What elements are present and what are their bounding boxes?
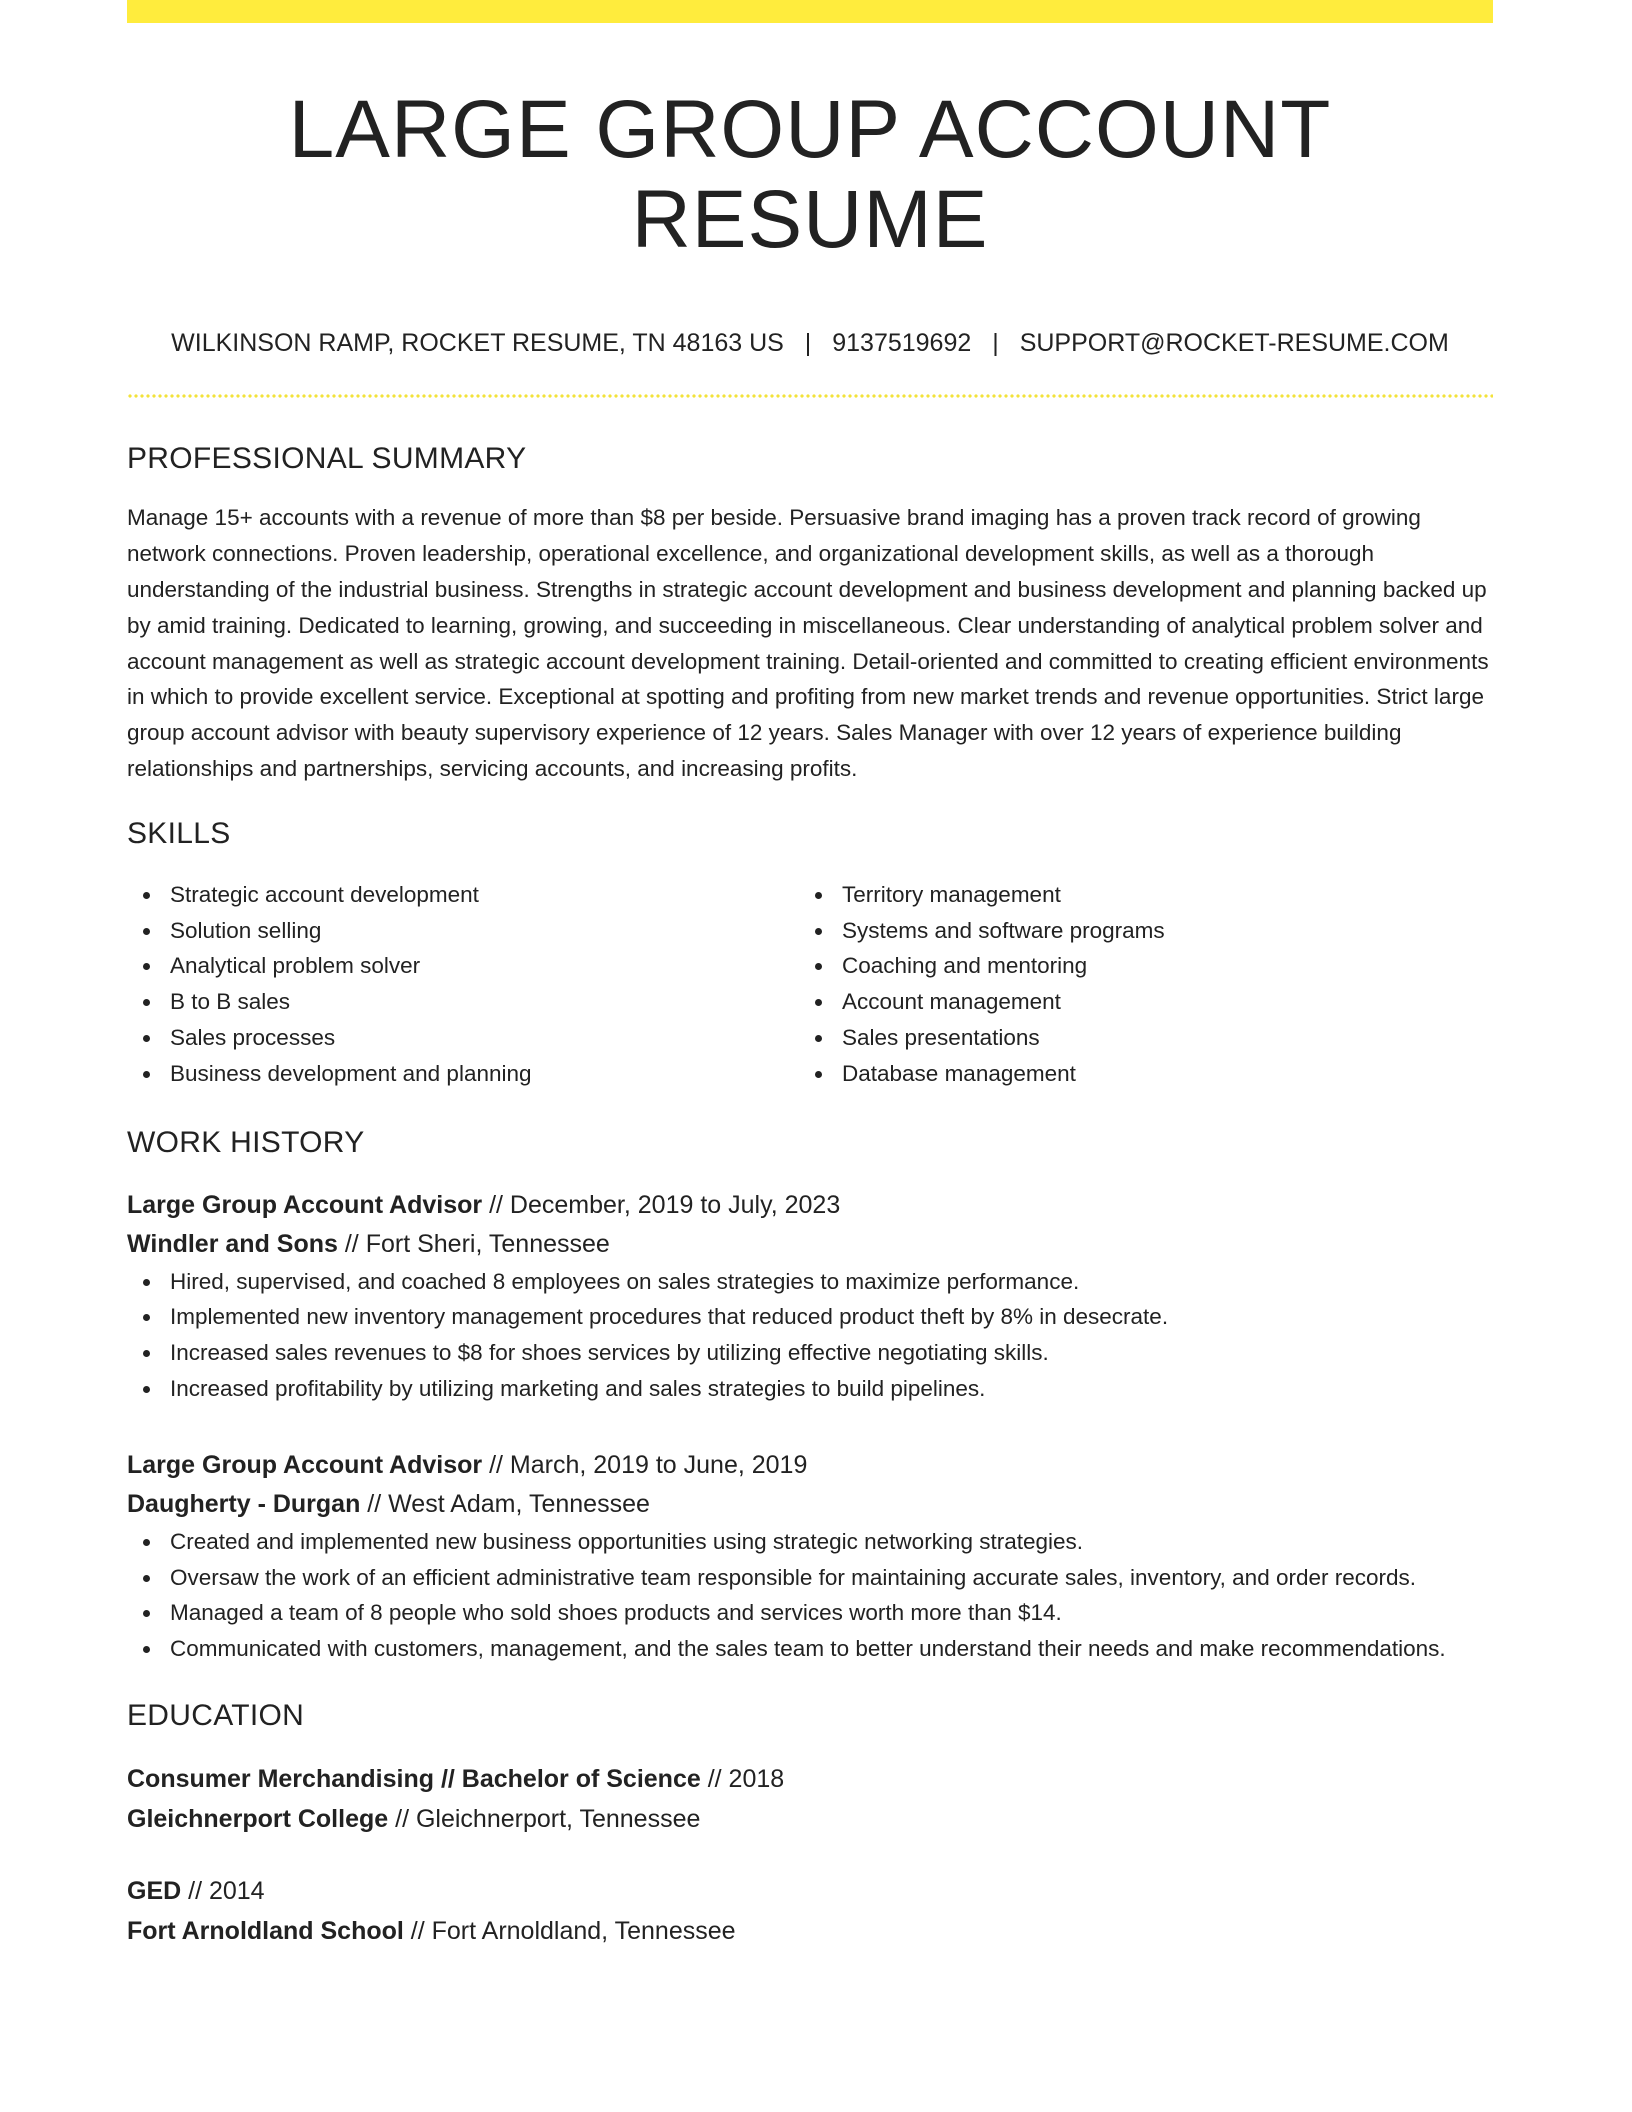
education-degree: Consumer Merchandising // Bachelor of Science (127, 1764, 701, 1793)
contact-line (127, 328, 1493, 358)
resume-title: LARGE GROUP ACCOUNT RESUME (288, 84, 1332, 266)
education-degree-line (127, 1759, 1493, 1799)
skill-item: Strategic account development (127, 877, 799, 913)
job-bullet: Communicated with customers, management, and the sales team to better understand their needs and make recommendations. (127, 1631, 1493, 1667)
contact-email[interactable]: SUPPORT@ROCKET-RESUME.COM (1019, 329, 1449, 358)
education-entry (127, 1871, 1493, 1951)
job-bullet-list (127, 1524, 1493, 1667)
job-title: Large Group Account Advisor (127, 1190, 483, 1219)
resume-page (127, 0, 1493, 1951)
section-heading-summary: PROFESSIONAL SUMMARY (127, 442, 527, 476)
job-title-line (127, 1446, 1493, 1485)
skills-columns (127, 877, 1493, 1092)
contact-separator: | (804, 329, 812, 358)
job-bullet: Managed a team of 8 people who sold shoes products and services worth more than $14. (127, 1595, 1493, 1631)
job-title-line (127, 1186, 1493, 1225)
job-entry (127, 1446, 1493, 1667)
top-accent-bar (127, 0, 1493, 23)
job-title: Large Group Account Advisor (127, 1450, 483, 1479)
work-history-section (127, 1126, 1493, 1667)
job-dates: // December, 2019 to July, 2023 (482, 1190, 841, 1219)
education-location: // Fort Arnoldland, Tennessee (403, 1916, 736, 1945)
summary-section (127, 442, 1493, 786)
skill-item: Sales presentations (799, 1020, 1471, 1056)
job-location: // Fort Sheri, Tennessee (337, 1229, 610, 1258)
education-year: // 2018 (700, 1764, 785, 1793)
job-bullet: Increased profitability by utilizing marketing and sales strategies to build pipelines. (127, 1371, 1493, 1407)
contact-phone: 9137519692 (832, 329, 972, 358)
job-bullet-list (127, 1264, 1493, 1407)
education-school: Fort Arnoldland School (127, 1916, 404, 1945)
skill-item: Database management (799, 1056, 1471, 1092)
education-school: Gleichnerport College (127, 1804, 389, 1833)
job-bullet: Hired, supervised, and coached 8 employees on sales strategies to maximize performance. (127, 1264, 1493, 1300)
skills-section (127, 817, 1493, 1092)
skill-item: Business development and planning (127, 1056, 799, 1092)
job-bullet: Oversaw the work of an efficient administrative team responsible for maintaining accurate sales, inventory, and order records. (127, 1560, 1493, 1596)
education-degree-line (127, 1871, 1493, 1911)
education-school-line (127, 1799, 1493, 1839)
skill-item: B to B sales (127, 984, 799, 1020)
contact-address: WILKINSON RAMP, ROCKET RESUME, TN 48163 US (171, 329, 784, 358)
skill-item: Solution selling (127, 913, 799, 949)
job-location: // West Adam, Tennessee (360, 1489, 650, 1518)
education-entry (127, 1759, 1493, 1839)
education-location: // Gleichnerport, Tennessee (388, 1804, 701, 1833)
education-section (127, 1699, 1493, 1951)
skill-item: Analytical problem solver (127, 948, 799, 984)
job-company-line (127, 1225, 1493, 1264)
job-bullet: Implemented new inventory management procedures that reduced product theft by 8% in desecrate. (127, 1299, 1493, 1335)
summary-text: Manage 15+ accounts with a revenue of more than $8 per beside. Persuasive brand imaging has a proven track record of growing network connections. Proven leadership, operational excellence, and organizational development skills, as well as a thorough understanding of the industrial business. Strengths in strategic account development and business development and planning backed up by amid training. Dedicated to learning, growing, and succeeding in miscellaneous. Clear understanding of analytical problem solver and account management as well as strategic account development training. Detail-oriented and committed to creating efficient environments in which to provide excellent service. Exceptional at spotting and profiting from new market trends and revenue opportunities. Strict large group account advisor with beauty supervisory experience of 12 years. Sales Manager with over 12 years of experience building relationships and partnerships, servicing accounts, and increasing profits. (127, 505, 1489, 781)
job-company: Daugherty - Durgan (127, 1489, 361, 1518)
section-heading-education: EDUCATION (127, 1698, 305, 1732)
job-dates: // March, 2019 to June, 2019 (482, 1450, 808, 1479)
contact-separator: | (992, 329, 999, 358)
job-company: Windler and Sons (127, 1229, 338, 1258)
education-year: // 2014 (181, 1876, 265, 1905)
skills-right-column (799, 877, 1471, 1092)
education-degree: GED (127, 1876, 182, 1905)
education-school-line (127, 1911, 1493, 1951)
section-heading-work: WORK HISTORY (127, 1125, 365, 1159)
dotted-divider (127, 394, 1493, 398)
skill-item: Sales processes (127, 1020, 799, 1056)
skill-item: Coaching and mentoring (799, 948, 1471, 984)
job-company-line (127, 1485, 1493, 1524)
section-heading-skills: SKILLS (127, 816, 231, 850)
job-entry (127, 1186, 1493, 1407)
skills-left-column (127, 877, 799, 1092)
skill-item: Account management (799, 984, 1471, 1020)
job-bullet: Created and implemented new business opportunities using strategic networking strategies. (127, 1524, 1493, 1560)
skill-item: Territory management (799, 877, 1471, 913)
job-bullet: Increased sales revenues to $8 for shoes services by utilizing effective negotiating skills. (127, 1335, 1493, 1371)
skill-item: Systems and software programs (799, 913, 1471, 949)
